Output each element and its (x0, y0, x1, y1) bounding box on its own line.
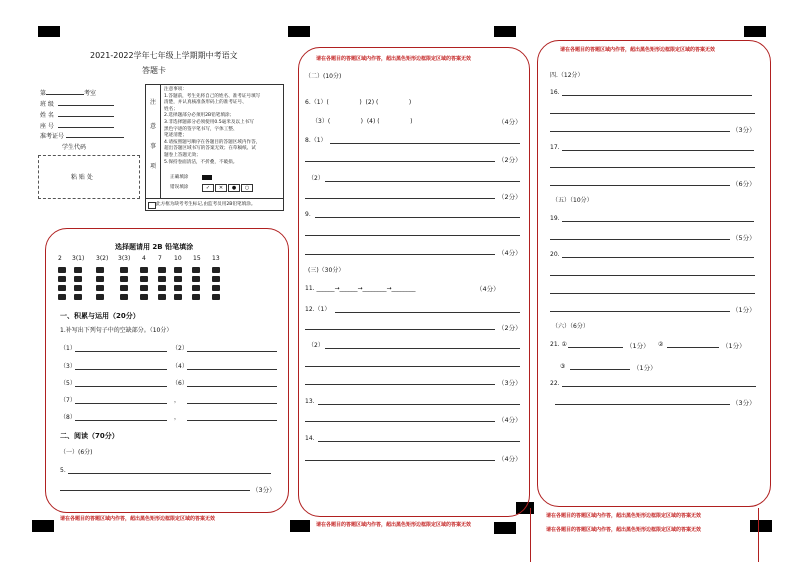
choice-title: 选择题请用 2B 铅笔填涂 (115, 243, 194, 251)
answer-line[interactable] (187, 403, 277, 404)
answer-line[interactable] (550, 113, 755, 114)
choice-bubble[interactable] (158, 276, 166, 282)
info-field-class: 班 级 (40, 101, 114, 109)
question-12: 12.（1） (305, 306, 331, 313)
question-17: 17. (550, 144, 560, 151)
registration-mark (38, 26, 60, 37)
answer-line[interactable] (318, 404, 520, 405)
choice-bubble[interactable] (192, 294, 200, 300)
answer-line[interactable] (75, 369, 167, 370)
choice-num: 10 (174, 255, 182, 262)
points-label: （1分） (732, 306, 756, 314)
registration-mark (494, 522, 516, 534)
points-label: （1分） (722, 342, 746, 350)
question-16: 16. (550, 89, 560, 96)
subsection-5: （五）（10分） (552, 197, 593, 204)
region-warning: 请在各题目的答题区域内作答，超出黑色矩形边框限定区域的答案无效 (546, 527, 702, 533)
answer-line[interactable] (550, 311, 730, 312)
choice-num: 3(3) (118, 255, 131, 262)
choice-bubble[interactable] (174, 276, 182, 282)
slot-label: （4） (172, 363, 188, 370)
check-mark-icon: ✓ (202, 184, 214, 192)
section-1-heading: 一、积累与运用（20分） (60, 312, 140, 320)
question-22: 22. (550, 380, 560, 387)
slot-label: （6） (172, 380, 188, 387)
student-code-label: 学生代码 (62, 144, 87, 151)
points-label: （3分） (252, 486, 276, 494)
question-5: 5. (60, 467, 66, 474)
answer-line[interactable] (75, 420, 167, 421)
slot-label: （1） (60, 345, 76, 352)
choice-bubble[interactable] (120, 285, 128, 291)
choice-bubble[interactable] (212, 267, 220, 273)
registration-mark (32, 520, 54, 532)
choice-bubble[interactable] (120, 294, 128, 300)
answer-line[interactable] (550, 239, 730, 240)
answer-line[interactable] (555, 404, 730, 405)
points-label: （4分） (498, 455, 522, 463)
question-1: 1.补写出下列句子中的空缺部分。（10分） (60, 327, 173, 334)
choice-bubble[interactable] (96, 267, 104, 273)
choice-bubble[interactable] (140, 294, 148, 300)
choice-bubble[interactable] (192, 276, 200, 282)
choice-num: 7 (158, 255, 162, 262)
answer-line[interactable] (550, 185, 730, 186)
registration-mark (494, 26, 516, 37)
registration-mark (290, 520, 310, 532)
answer-line[interactable] (315, 217, 520, 218)
crop-line (530, 508, 531, 562)
answer-line[interactable] (305, 421, 495, 422)
wrong-fill-label: 错误填涂 (170, 185, 189, 190)
answer-line[interactable] (305, 384, 495, 385)
question-11: 11. ______→______→________→________ (305, 285, 416, 292)
choice-bubble[interactable] (140, 267, 148, 273)
comma-mark: ， (174, 414, 181, 421)
question-6-row2: （3）( ) (4) ( ) (312, 118, 413, 125)
answer-line[interactable] (60, 490, 250, 491)
choice-grid (56, 255, 236, 305)
crop-line (758, 508, 759, 562)
notes-box (145, 84, 284, 211)
question-21-part3: ③ (560, 363, 566, 370)
choice-bubble[interactable] (174, 267, 182, 273)
answer-line[interactable] (568, 347, 623, 348)
choice-bubble[interactable] (212, 285, 220, 291)
subsection-1: （一）(6分) (60, 449, 93, 456)
answer-line[interactable] (325, 348, 520, 349)
answer-line[interactable] (325, 181, 520, 182)
notes-side-label: 注 意 事 项 (146, 85, 161, 198)
points-label: （1分） (626, 342, 650, 350)
answer-line[interactable] (187, 420, 277, 421)
answer-line[interactable] (562, 150, 754, 151)
question-8: 8.（1） (305, 137, 327, 144)
region-warning: 请在各题目的答题区域内作答，超出黑色矩形边框限定区域的答案无效 (316, 56, 472, 62)
points-label: （3分） (732, 399, 756, 407)
region-warning: 请在各题目的答题区域内作答，超出黑色矩形边框限定区域的答案无效 (316, 522, 472, 528)
answer-line[interactable] (335, 312, 520, 313)
answer-line[interactable] (330, 143, 520, 144)
question-21-part2: ② (658, 341, 664, 348)
answer-line[interactable] (75, 351, 167, 352)
choice-bubble[interactable] (74, 267, 82, 273)
choice-bubble[interactable] (58, 285, 66, 291)
answer-line[interactable] (550, 293, 755, 294)
answer-line[interactable] (562, 257, 754, 258)
points-label: （4分） (498, 249, 522, 257)
choice-bubble[interactable] (158, 285, 166, 291)
slot-label: （8） (60, 414, 76, 421)
choice-bubble[interactable] (212, 276, 220, 282)
answer-line[interactable] (562, 386, 756, 387)
registration-mark (750, 520, 772, 532)
slot-label: （2） (172, 345, 188, 352)
points-label: （3分） (732, 126, 756, 134)
question-19: 19. (550, 215, 560, 222)
sheet-subtitle: 答题卡 (142, 66, 166, 75)
answer-line[interactable] (550, 275, 755, 276)
choice-bubble[interactable] (96, 276, 104, 282)
question-6-row1: 6.（1）( ) (2) ( ) (305, 99, 412, 106)
region-warning: 请在各题目的答题区域内作答，超出黑色矩形边框限定区域的答案无效 (546, 513, 702, 519)
answer-line[interactable] (75, 403, 167, 404)
answer-line[interactable] (550, 131, 730, 132)
answer-line[interactable] (550, 167, 755, 168)
question-9: 9. (305, 211, 311, 218)
question-14: 14. (305, 435, 315, 442)
comma-mark: ， (174, 397, 181, 404)
answer-line[interactable] (667, 347, 719, 348)
points-label: （2分） (498, 156, 522, 164)
choice-num: 15 (193, 255, 201, 262)
choice-num: 3(2) (96, 255, 109, 262)
choice-num: 2 (58, 255, 62, 262)
slot-label: （5） (60, 380, 76, 387)
answer-line[interactable] (562, 95, 752, 96)
sheet-title: 2021-2022学年七年级上学期期中考语文 (90, 51, 238, 60)
question-20: 20. (550, 251, 560, 258)
choice-bubble[interactable] (174, 294, 182, 300)
choice-bubble[interactable] (158, 294, 166, 300)
points-label: （4分） (476, 285, 500, 293)
info-field-seat: 座 号 (40, 123, 114, 131)
choice-bubble[interactable] (74, 285, 82, 291)
slot-label: （3） (60, 363, 76, 370)
answer-line[interactable] (305, 254, 495, 255)
absent-checkbox[interactable] (148, 202, 156, 209)
choice-bubble[interactable] (96, 294, 104, 300)
points-label: （2分） (498, 324, 522, 332)
answer-region-right (537, 40, 771, 507)
choice-num: 4 (142, 255, 146, 262)
half-fill-icon: ● (228, 184, 240, 192)
choice-num: 3(1) (72, 255, 85, 262)
section-2-heading: 二、阅读（70分） (60, 432, 119, 440)
answer-line[interactable] (570, 369, 630, 370)
choice-bubble[interactable] (58, 276, 66, 282)
question-13: 13. (305, 398, 315, 405)
choice-bubble[interactable] (140, 285, 148, 291)
subsection-2: （二）(10分) (305, 73, 342, 80)
points-label: （4分） (498, 416, 522, 424)
section-4-heading: 四.（12分） (550, 72, 584, 79)
answer-line[interactable] (305, 235, 520, 236)
slot-label: （7） (60, 397, 76, 404)
answer-line[interactable] (305, 161, 495, 162)
info-field-exam-id: 准考证号 (40, 133, 124, 141)
points-label: （6分） (732, 180, 756, 188)
choice-bubble[interactable] (212, 294, 220, 300)
choice-bubble[interactable] (192, 267, 200, 273)
answer-line[interactable] (305, 198, 495, 199)
circle-mark-icon: ○ (241, 184, 253, 192)
question-12-part2: （2） (308, 342, 324, 349)
choice-num: 13 (212, 255, 220, 262)
answer-line[interactable] (68, 473, 271, 474)
choice-bubble[interactable] (74, 294, 82, 300)
points-label: （2分） (498, 193, 522, 201)
answer-line[interactable] (187, 386, 277, 387)
cross-mark-icon: ✕ (215, 184, 227, 192)
choice-bubble[interactable] (120, 267, 128, 273)
region-warning: 请在各题目的答题区域内作答，超出黑色矩形边框限定区域的答案无效 (560, 47, 716, 53)
answer-line[interactable] (562, 221, 754, 222)
correct-fill-sample (202, 175, 212, 180)
notes-text: 注意事项： 1.答题前，考生先将自己的姓名、准考证号填写 清楚，并认真核准条形码上的准考证号、 姓名； 2.选择题部分必须用2B铅笔填涂； 3.非选择题部分必须使用0.5毫米及以上书写 黑色字迹的签字笔书写，字体工整、 笔迹清楚； 4.请按照题号顺序在各题目的答题区域内作答， 超出答题区域书写的答案无效；在草稿纸、试 题卷上答题无效； 5.保持卷面清洁，不折叠，不破损。 (164, 87, 261, 165)
correct-fill-label: 正确填涂 (170, 175, 189, 180)
answer-line[interactable] (318, 441, 520, 442)
choice-bubble[interactable] (96, 285, 104, 291)
answer-line[interactable] (305, 329, 495, 330)
choice-bubble[interactable] (174, 285, 182, 291)
question-8-part2: （2） (308, 175, 324, 182)
registration-mark (288, 26, 310, 37)
info-field-room: 第 考室 (40, 90, 97, 97)
info-field-name: 姓 名 (40, 112, 114, 120)
choice-bubble[interactable] (58, 294, 66, 300)
region-warning: 请在各题目的答题区域内作答，超出黑色矩形边框限定区域的答案无效 (60, 516, 216, 522)
subsection-6: （六）（6分） (552, 323, 589, 330)
choice-bubble[interactable] (192, 285, 200, 291)
choice-bubble[interactable] (74, 276, 82, 282)
choice-bubble[interactable] (158, 267, 166, 273)
choice-bubble[interactable] (58, 267, 66, 273)
absent-row: 此方框为缺考考生标记,由监考员用2B铅笔填涂。 (146, 198, 283, 211)
answer-line[interactable] (187, 351, 277, 352)
answer-line[interactable] (187, 369, 277, 370)
points-label: （3分） (498, 379, 522, 387)
answer-line[interactable] (305, 366, 520, 367)
choice-bubble[interactable] (120, 276, 128, 282)
points-label: （1分） (633, 364, 657, 372)
answer-line[interactable] (305, 460, 495, 461)
points-label: （4分） (498, 118, 522, 126)
registration-mark (744, 26, 766, 37)
question-21: 21. ① (550, 341, 567, 348)
subsection-3: (三)（30分） (308, 267, 345, 274)
wrong-fill-samples (202, 184, 253, 192)
barcode-paste-area: 粘 贴 处 (38, 155, 140, 199)
points-label: （5分） (732, 234, 756, 242)
choice-bubble[interactable] (140, 276, 148, 282)
answer-line[interactable] (75, 386, 167, 387)
